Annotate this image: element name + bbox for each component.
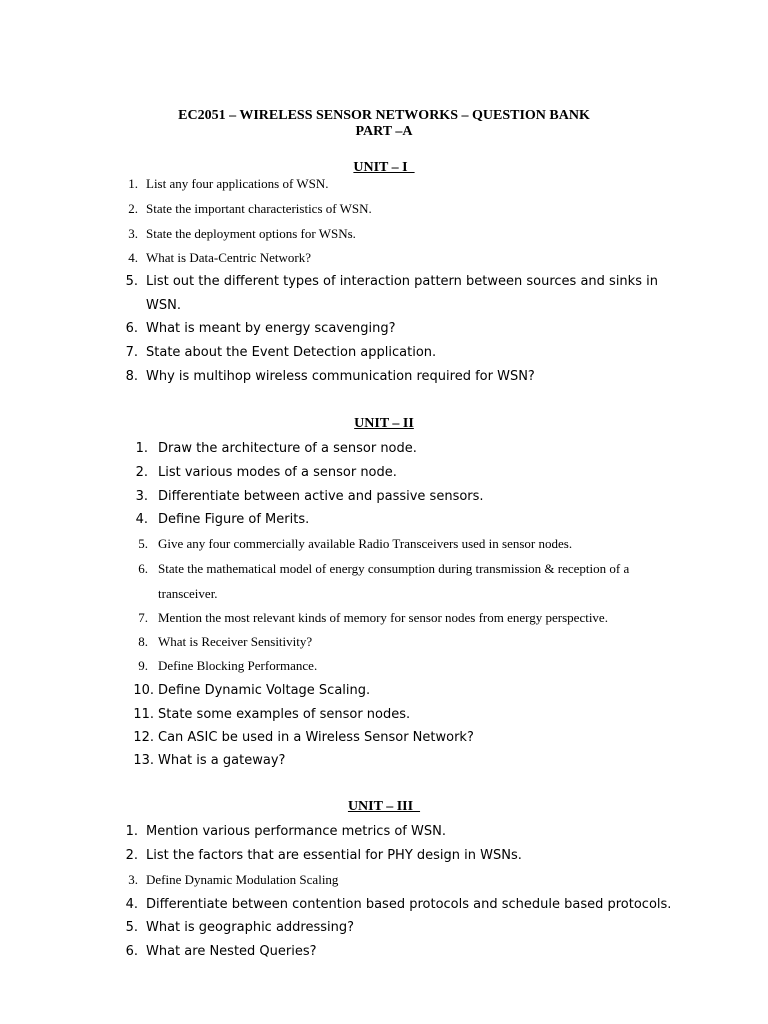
question-text: State the important characteristics of WSN. xyxy=(146,201,372,216)
question-number: 9. xyxy=(138,658,148,673)
question-text: Differentiate between active and passive sensors. xyxy=(158,489,484,504)
question-number: 6. xyxy=(138,561,148,576)
question-number: 3. xyxy=(128,872,138,887)
question-number: 4. xyxy=(135,512,148,527)
list-item xyxy=(128,532,572,556)
list-item xyxy=(128,606,608,630)
list-item xyxy=(128,630,312,654)
list-item xyxy=(124,940,317,964)
question-text: Mention the most relevant kinds of memory for sensor nodes from energy perspective. xyxy=(158,610,608,625)
question-number: 6. xyxy=(125,944,138,959)
question-text: List various modes of a sensor node. xyxy=(158,465,397,480)
question-text: Mention various performance metrics of WSN. xyxy=(146,824,446,839)
question-number: 13. xyxy=(133,753,154,768)
question-number: 8. xyxy=(125,369,138,384)
list-item xyxy=(124,893,671,917)
list-item xyxy=(124,246,311,270)
question-number: 3. xyxy=(135,489,148,504)
list-item xyxy=(128,654,317,678)
question-number: 7. xyxy=(138,610,148,625)
list-item xyxy=(128,556,668,606)
list-item xyxy=(128,703,410,727)
list-item xyxy=(124,820,446,844)
question-text: State the mathematical model of energy consumption during transmission & reception of a transceiver. xyxy=(158,561,630,601)
list-item xyxy=(128,437,417,461)
question-number: 1. xyxy=(125,824,138,839)
question-number: 5. xyxy=(138,536,148,551)
list-item xyxy=(124,317,395,341)
question-text: List any four applications of WSN. xyxy=(146,176,329,191)
question-number: 4. xyxy=(128,250,138,265)
question-text: State the deployment options for WSNs. xyxy=(146,226,356,241)
unit-3-heading: UNIT – III xyxy=(347,799,421,814)
list-item xyxy=(128,485,484,509)
question-number: 7. xyxy=(125,345,138,360)
question-text: What is meant by energy scavenging? xyxy=(146,321,396,336)
list-item xyxy=(128,508,309,532)
unit-2-heading: UNIT – II xyxy=(354,416,414,431)
question-text: State some examples of sensor nodes. xyxy=(158,707,411,722)
question-number: 1. xyxy=(128,176,138,191)
question-text: Can ASIC be used in a Wireless Sensor Network? xyxy=(158,730,474,745)
part-heading: PART –A xyxy=(355,124,413,139)
question-text: What is Data-Centric Network? xyxy=(146,250,311,265)
question-number: 4. xyxy=(125,897,138,912)
question-number: 5. xyxy=(125,274,138,289)
document-title: EC2051 – WIRELESS SENSOR NETWORKS – QUESTION BANK xyxy=(178,108,590,123)
question-text: List out the different types of interaction pattern between sources and sinks in WSN. xyxy=(146,274,658,313)
question-number: 2. xyxy=(125,848,138,863)
list-item xyxy=(124,172,328,196)
list-item xyxy=(124,270,664,318)
question-text: Define Dynamic Modulation Scaling xyxy=(146,872,339,887)
question-text: Why is multihop wireless communication required for WSN? xyxy=(146,369,535,384)
list-item xyxy=(128,461,397,485)
list-item xyxy=(124,197,372,221)
question-number: 2. xyxy=(135,465,148,480)
list-item xyxy=(124,844,522,868)
question-text: What is geographic addressing? xyxy=(146,920,355,935)
list-item xyxy=(124,868,338,892)
question-number: 6. xyxy=(125,321,138,336)
question-text: List the factors that are essential for PHY design in WSNs. xyxy=(146,848,522,863)
list-item xyxy=(124,222,356,246)
question-text: Define Blocking Performance. xyxy=(158,658,318,673)
question-text: Give any four commercially available Radio Transceivers used in sensor nodes. xyxy=(158,536,573,551)
list-item xyxy=(124,341,436,365)
question-number: 3. xyxy=(128,226,138,241)
list-item xyxy=(124,365,535,389)
question-number: 10. xyxy=(133,683,154,698)
question-text: Define Dynamic Voltage Scaling. xyxy=(158,683,371,698)
question-number: 8. xyxy=(138,634,148,649)
list-item xyxy=(124,916,354,940)
question-text: What is a gateway? xyxy=(158,753,286,768)
question-text: What is Receiver Sensitivity? xyxy=(158,634,313,649)
list-item xyxy=(128,749,285,773)
question-text: Draw the architecture of a sensor node. xyxy=(158,441,417,456)
question-text: State about the Event Detection application. xyxy=(146,345,437,360)
question-number: 5. xyxy=(125,920,138,935)
question-number: 11. xyxy=(133,707,154,722)
question-number: 12. xyxy=(133,730,154,745)
unit-1-heading: UNIT – I xyxy=(353,160,415,175)
list-item xyxy=(128,726,474,750)
list-item xyxy=(128,679,370,703)
question-text: What are Nested Queries? xyxy=(146,944,317,959)
question-number: 2. xyxy=(128,201,138,216)
question-text: Define Figure of Merits. xyxy=(158,512,310,527)
question-text: Differentiate between contention based protocols and schedule based protocols. xyxy=(146,897,672,912)
question-number: 1. xyxy=(135,441,148,456)
